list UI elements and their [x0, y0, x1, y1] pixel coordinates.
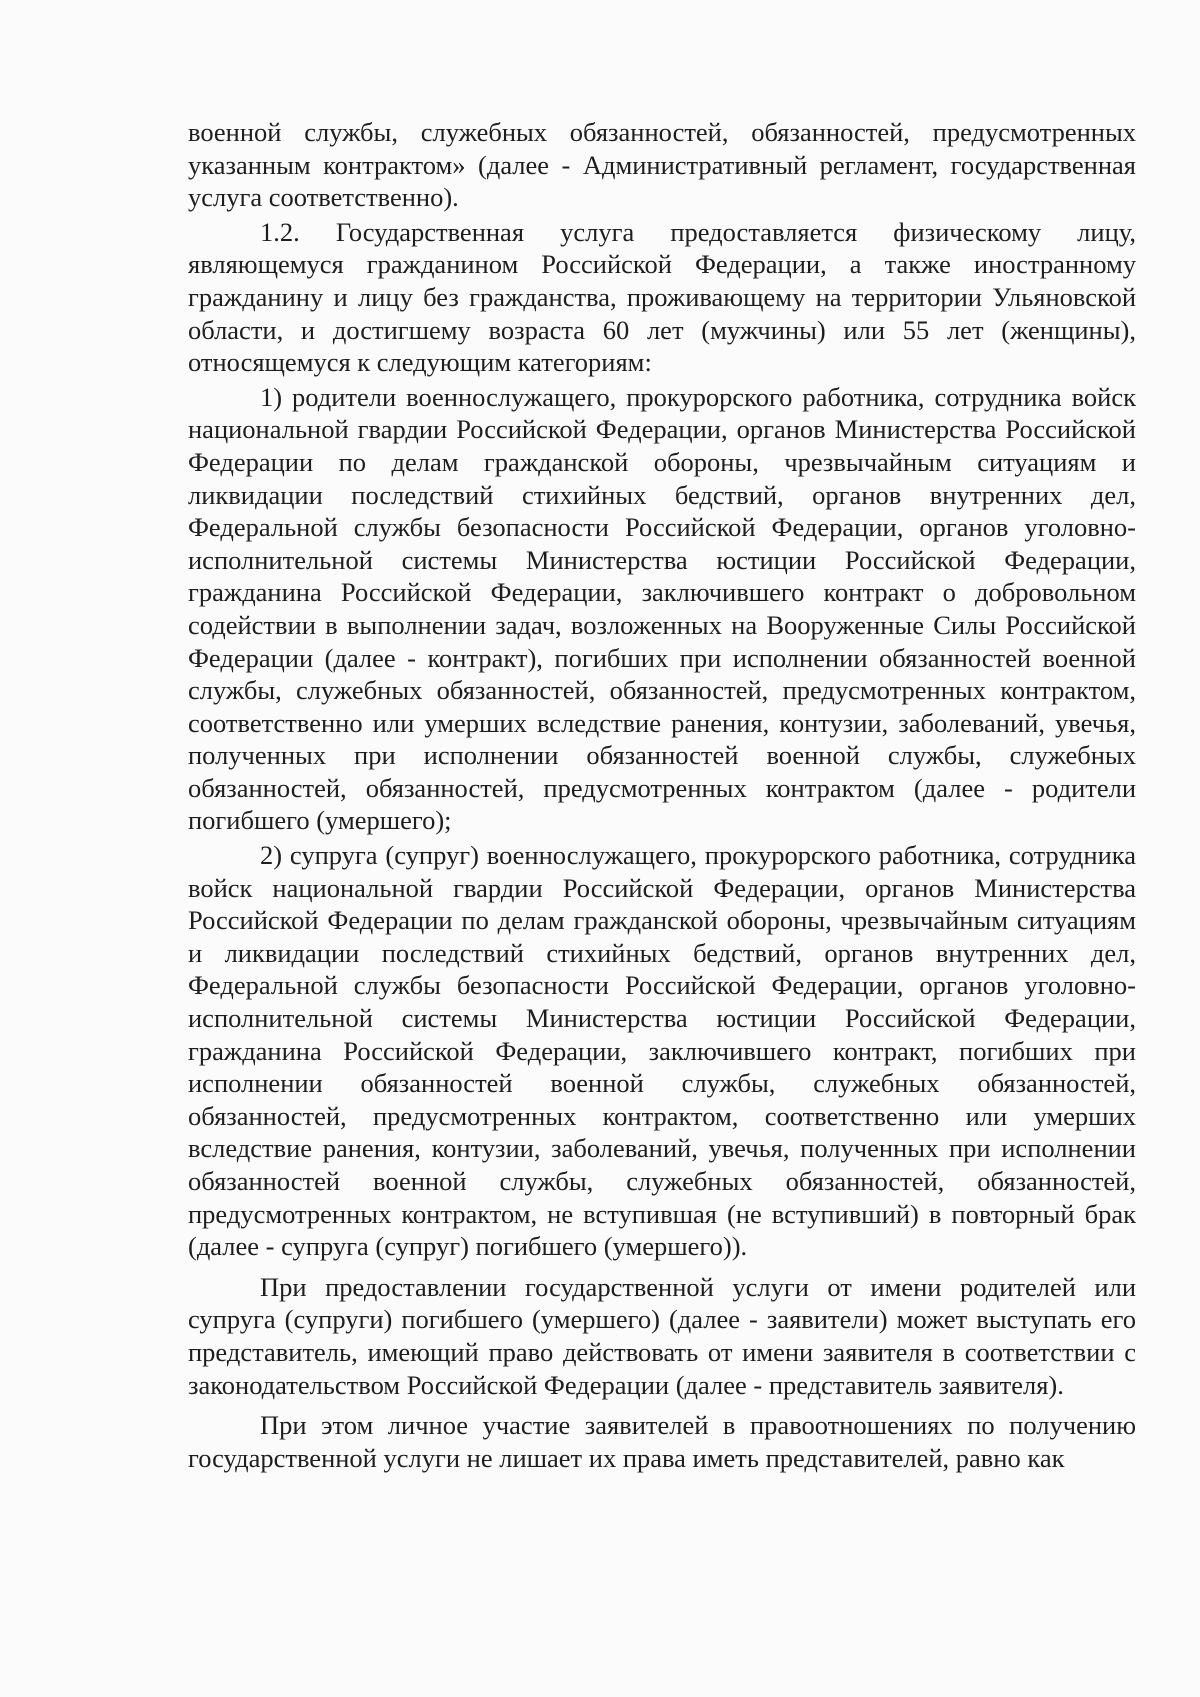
document-body: [188, 116, 1136, 1474]
list-item-spouse: 2) супруга (супруг) военнослужащего, прокурорского работника, сотрудника войск национальной гвардии Российской Федерации, органов Министерства Российской Федерации по делам гражданской обороны, чрезвычайным ситуациям и ликвидации последствий стихийных бедствий, органов внутренних дел, Федеральной службы безопасности Российской Федерации, органов уголовно-исполнительной системы Министерства юстиции Российской Федерации, гражданина Российской Федерации, заключившего контракт, погибших при исполнении обязанностей военной службы, служебных обязанностей, обязанностей, предусмотренных контрактом, соответственно или умерших вследствие ранения, контузии, заболеваний, увечья, полученных при исполнении обязанностей военной службы, служебных обязанностей, обязанностей, предусмотренных контрактом, не вступившая (не вступивший) в повторный брак (далее - супруга (супруг) погибшего (умершего)).: [188, 840, 1136, 1262]
list-item-parents: 1) родители военнослужащего, прокурорского работника, сотрудника войск национальной гвардии Российской Федерации, органов Министерства Российской Федерации по делам гражданской обороны, чрезвычайным ситуациям и ликвидации последствий стихийных бедствий, органов внутренних дел, Федеральной службы безопасности Российской Федерации, органов уголовно-исполнительной системы Министерства юстиции Российской Федерации, гражданина Российской Федерации, заключившего контракт о добровольном содействии в выполнении задач, возложенных на Вооруженные Силы Российской Федерации (далее - контракт), погибших при исполнении обязанностей военной службы, служебных обязанностей, обязанностей, предусмотренных контрактом, соответственно или умерших вследствие ранения, контузии, заболеваний, увечья, полученных при исполнении обязанностей военной службы, служебных обязанностей, обязанностей, предусмотренных контрактом (далее - родители погибшего (умершего);: [188, 381, 1136, 836]
paragraph-intro: военной службы, служебных обязанностей, обязанностей, предусмотренных указанным контрактом» (далее - Административный регламент, государственная услуга соответственно).: [188, 117, 1136, 213]
paragraph-personal-participation: При этом личное участие заявителей в правоотношениях по получению государственной услуги не лишает их права иметь представителей, равно как: [188, 1410, 1136, 1473]
paragraph-representative: При предоставлении государственной услуги от имени родителей или супруга (супруги) погибшего (умершего) (далее - заявители) может выступать его представитель, имеющий право действовать от имени заявителя в соответствии с законодательством Российской Федерации (далее - представитель заявителя).: [188, 1271, 1136, 1400]
paragraph-clause-1-2: 1.2. Государственная услуга предоставляется физическому лицу, являющемуся гражданином Российской Федерации, а также иностранному гражданину и лицу без гражданства, проживающему на территории Ульяновской области, и достигшему возраста 60 лет (мужчины) или 55 лет (женщины), относящемуся к следующим категориям:: [188, 216, 1136, 378]
